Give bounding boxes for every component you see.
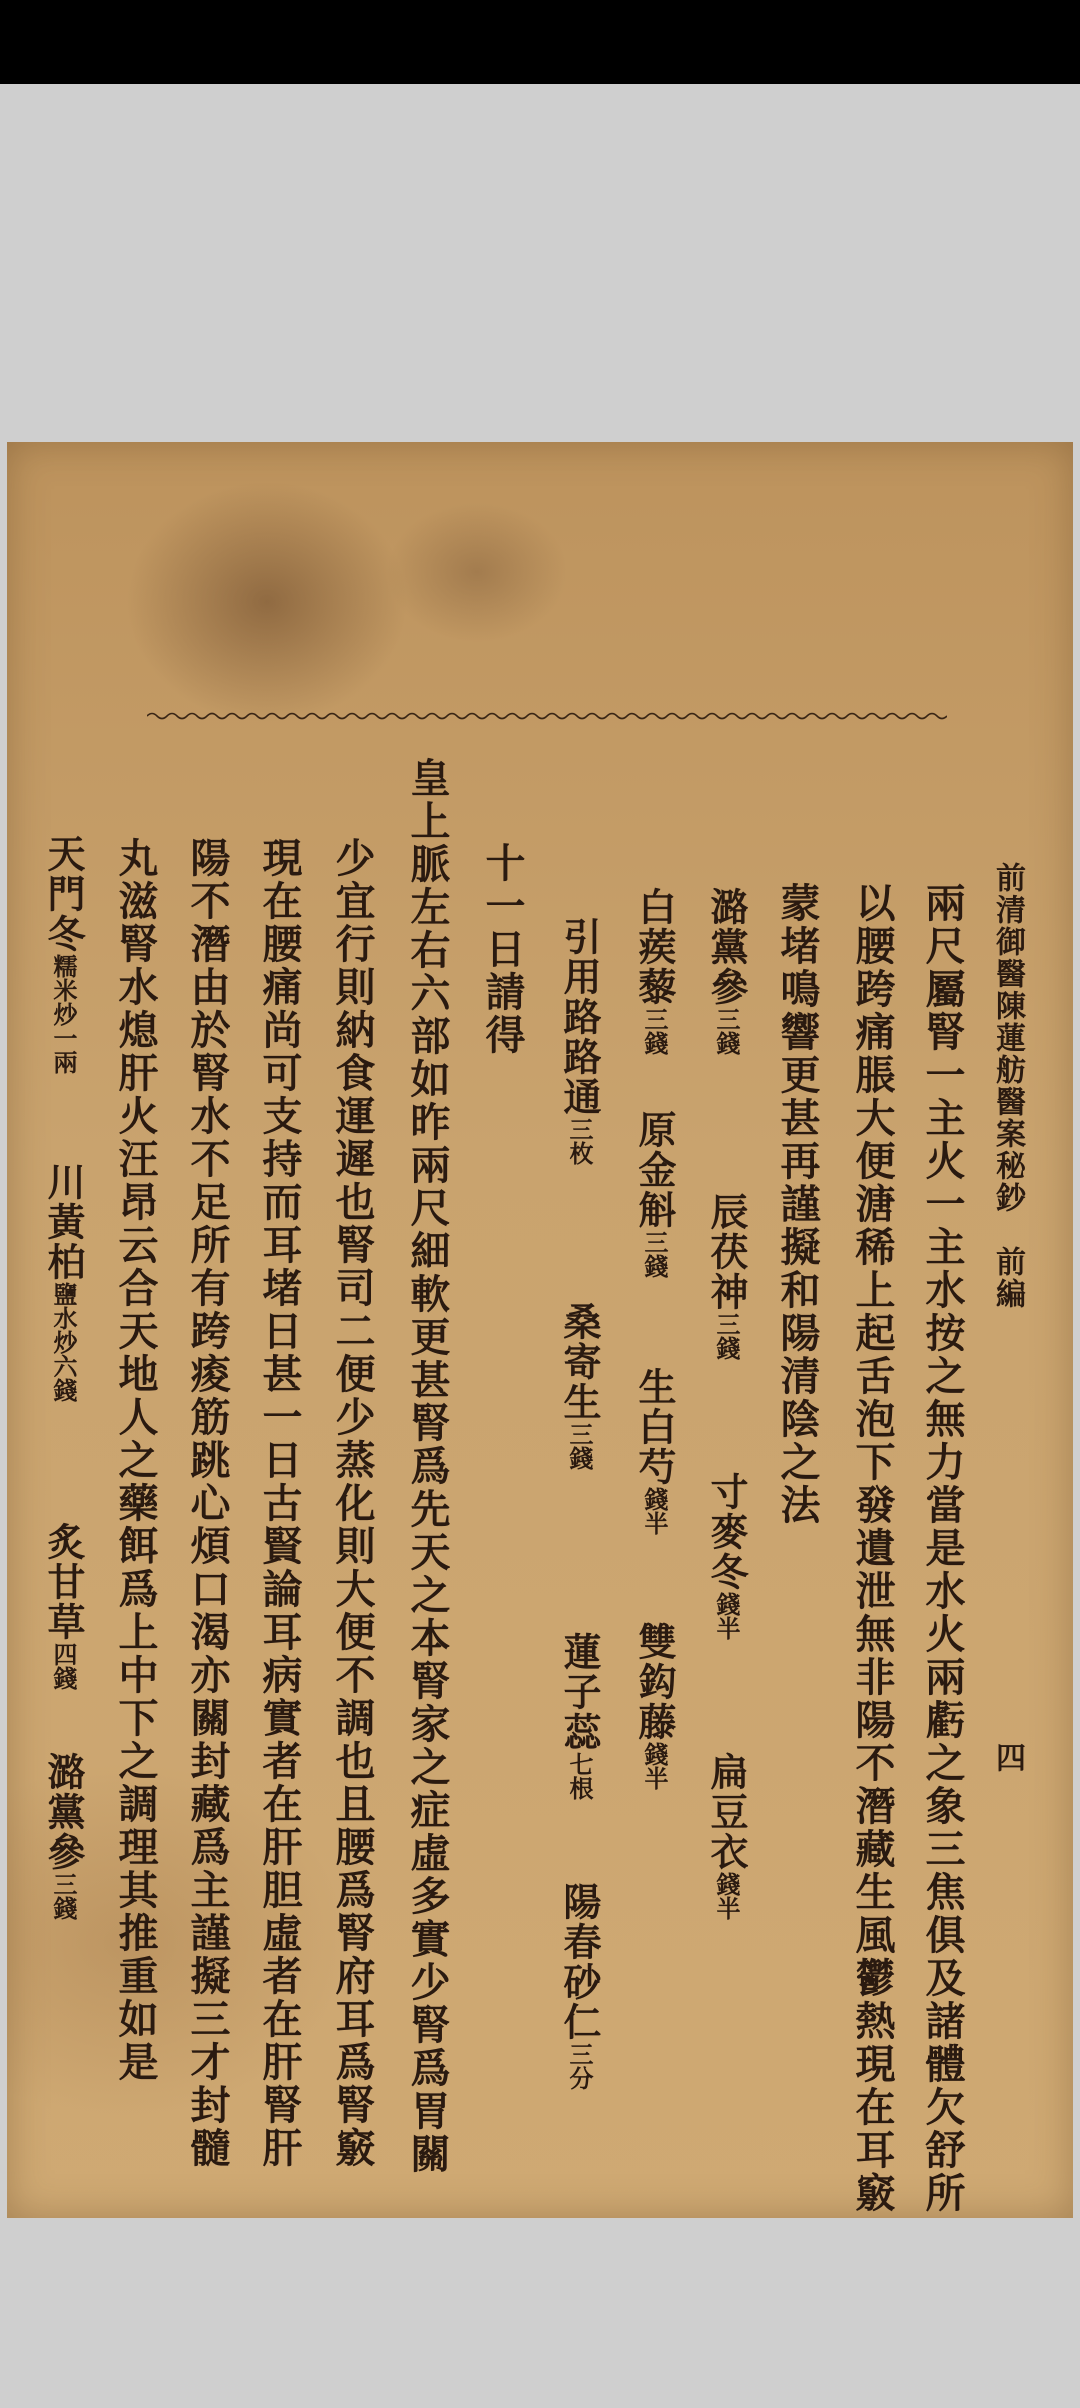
herb-entry: 炙甘草四錢	[41, 1522, 86, 1690]
herb-entry: 引用路路通三枚	[557, 917, 602, 1165]
scanned-page	[7, 442, 1073, 2218]
herb-entry: 生白芍錢半	[632, 1367, 677, 1535]
herb-entry: 桑寄生三錢	[557, 1302, 602, 1470]
herb-entry: 雙鈎藤錢半	[632, 1622, 677, 1790]
book-title: 前清御醫陳蓮舫醫案秘鈔	[990, 862, 1025, 1214]
running-header	[990, 862, 1025, 1310]
text-line-7: 現在腰痛尚可支持而耳堵日甚一日古賢論耳病實者在肝胆虛者在肝腎肝	[256, 837, 303, 2170]
decorative-wavy-rule	[147, 710, 947, 722]
herb-entry: 寸麥冬錢半	[704, 1472, 749, 1640]
text-line-3: 蒙堵鳴響更甚再謹擬和陽清陰之法	[774, 882, 821, 1527]
herb-entry: 原金斛三錢	[632, 1110, 677, 1278]
text-line-1: 兩尺屬腎一主火一主水按之無力當是水火兩虧之象三焦俱及諸體欠舒所	[919, 882, 966, 2215]
text-line-6: 少宜行則納食運遲也腎司二便少蒸化則大便不調也且腰爲腎府耳爲腎竅	[329, 837, 376, 2170]
text-line-4: 十一日請得	[479, 842, 526, 1057]
section-label: 前編	[990, 1246, 1025, 1310]
herb-entry: 川黃柏鹽水炒六錢	[41, 1162, 86, 1402]
status-bar	[0, 0, 1080, 84]
page-number: 四	[990, 1742, 1025, 1772]
herb-entry: 蓮子蕊七根	[557, 1632, 602, 1800]
herb-entry: 白蒺藜三錢	[632, 887, 677, 1055]
text-line-5: 皇上脈左右六部如昨兩尺細軟更甚腎爲先天之本腎家之症虛多實少腎爲胃關	[404, 757, 451, 2176]
document-viewer[interactable]	[0, 84, 1080, 2408]
herb-entry: 陽春砂仁三分	[557, 1882, 602, 2090]
herb-entry: 潞黨參三錢	[704, 887, 749, 1055]
herb-entry: 扁豆衣錢半	[704, 1752, 749, 1920]
herb-entry: 辰茯神三錢	[704, 1192, 749, 1360]
herb-entry: 潞黨參三錢	[41, 1752, 86, 1920]
text-line-2: 以腰跨痛脹大便溏稀上起舌泡下發遺泄無非陽不潛藏生風鬱熱現在耳竅	[849, 882, 896, 2215]
text-line-8: 陽不潛由於腎水不足所有跨痠筋跳心煩口渴亦關封藏爲主謹擬三才封髓	[184, 837, 231, 2170]
text-line-9: 丸滋腎水熄肝火汪昂云合天地人之藥餌爲上中下之調理其推重如是	[112, 837, 159, 2084]
herb-entry: 天門冬糯米炒一兩	[41, 834, 86, 1074]
